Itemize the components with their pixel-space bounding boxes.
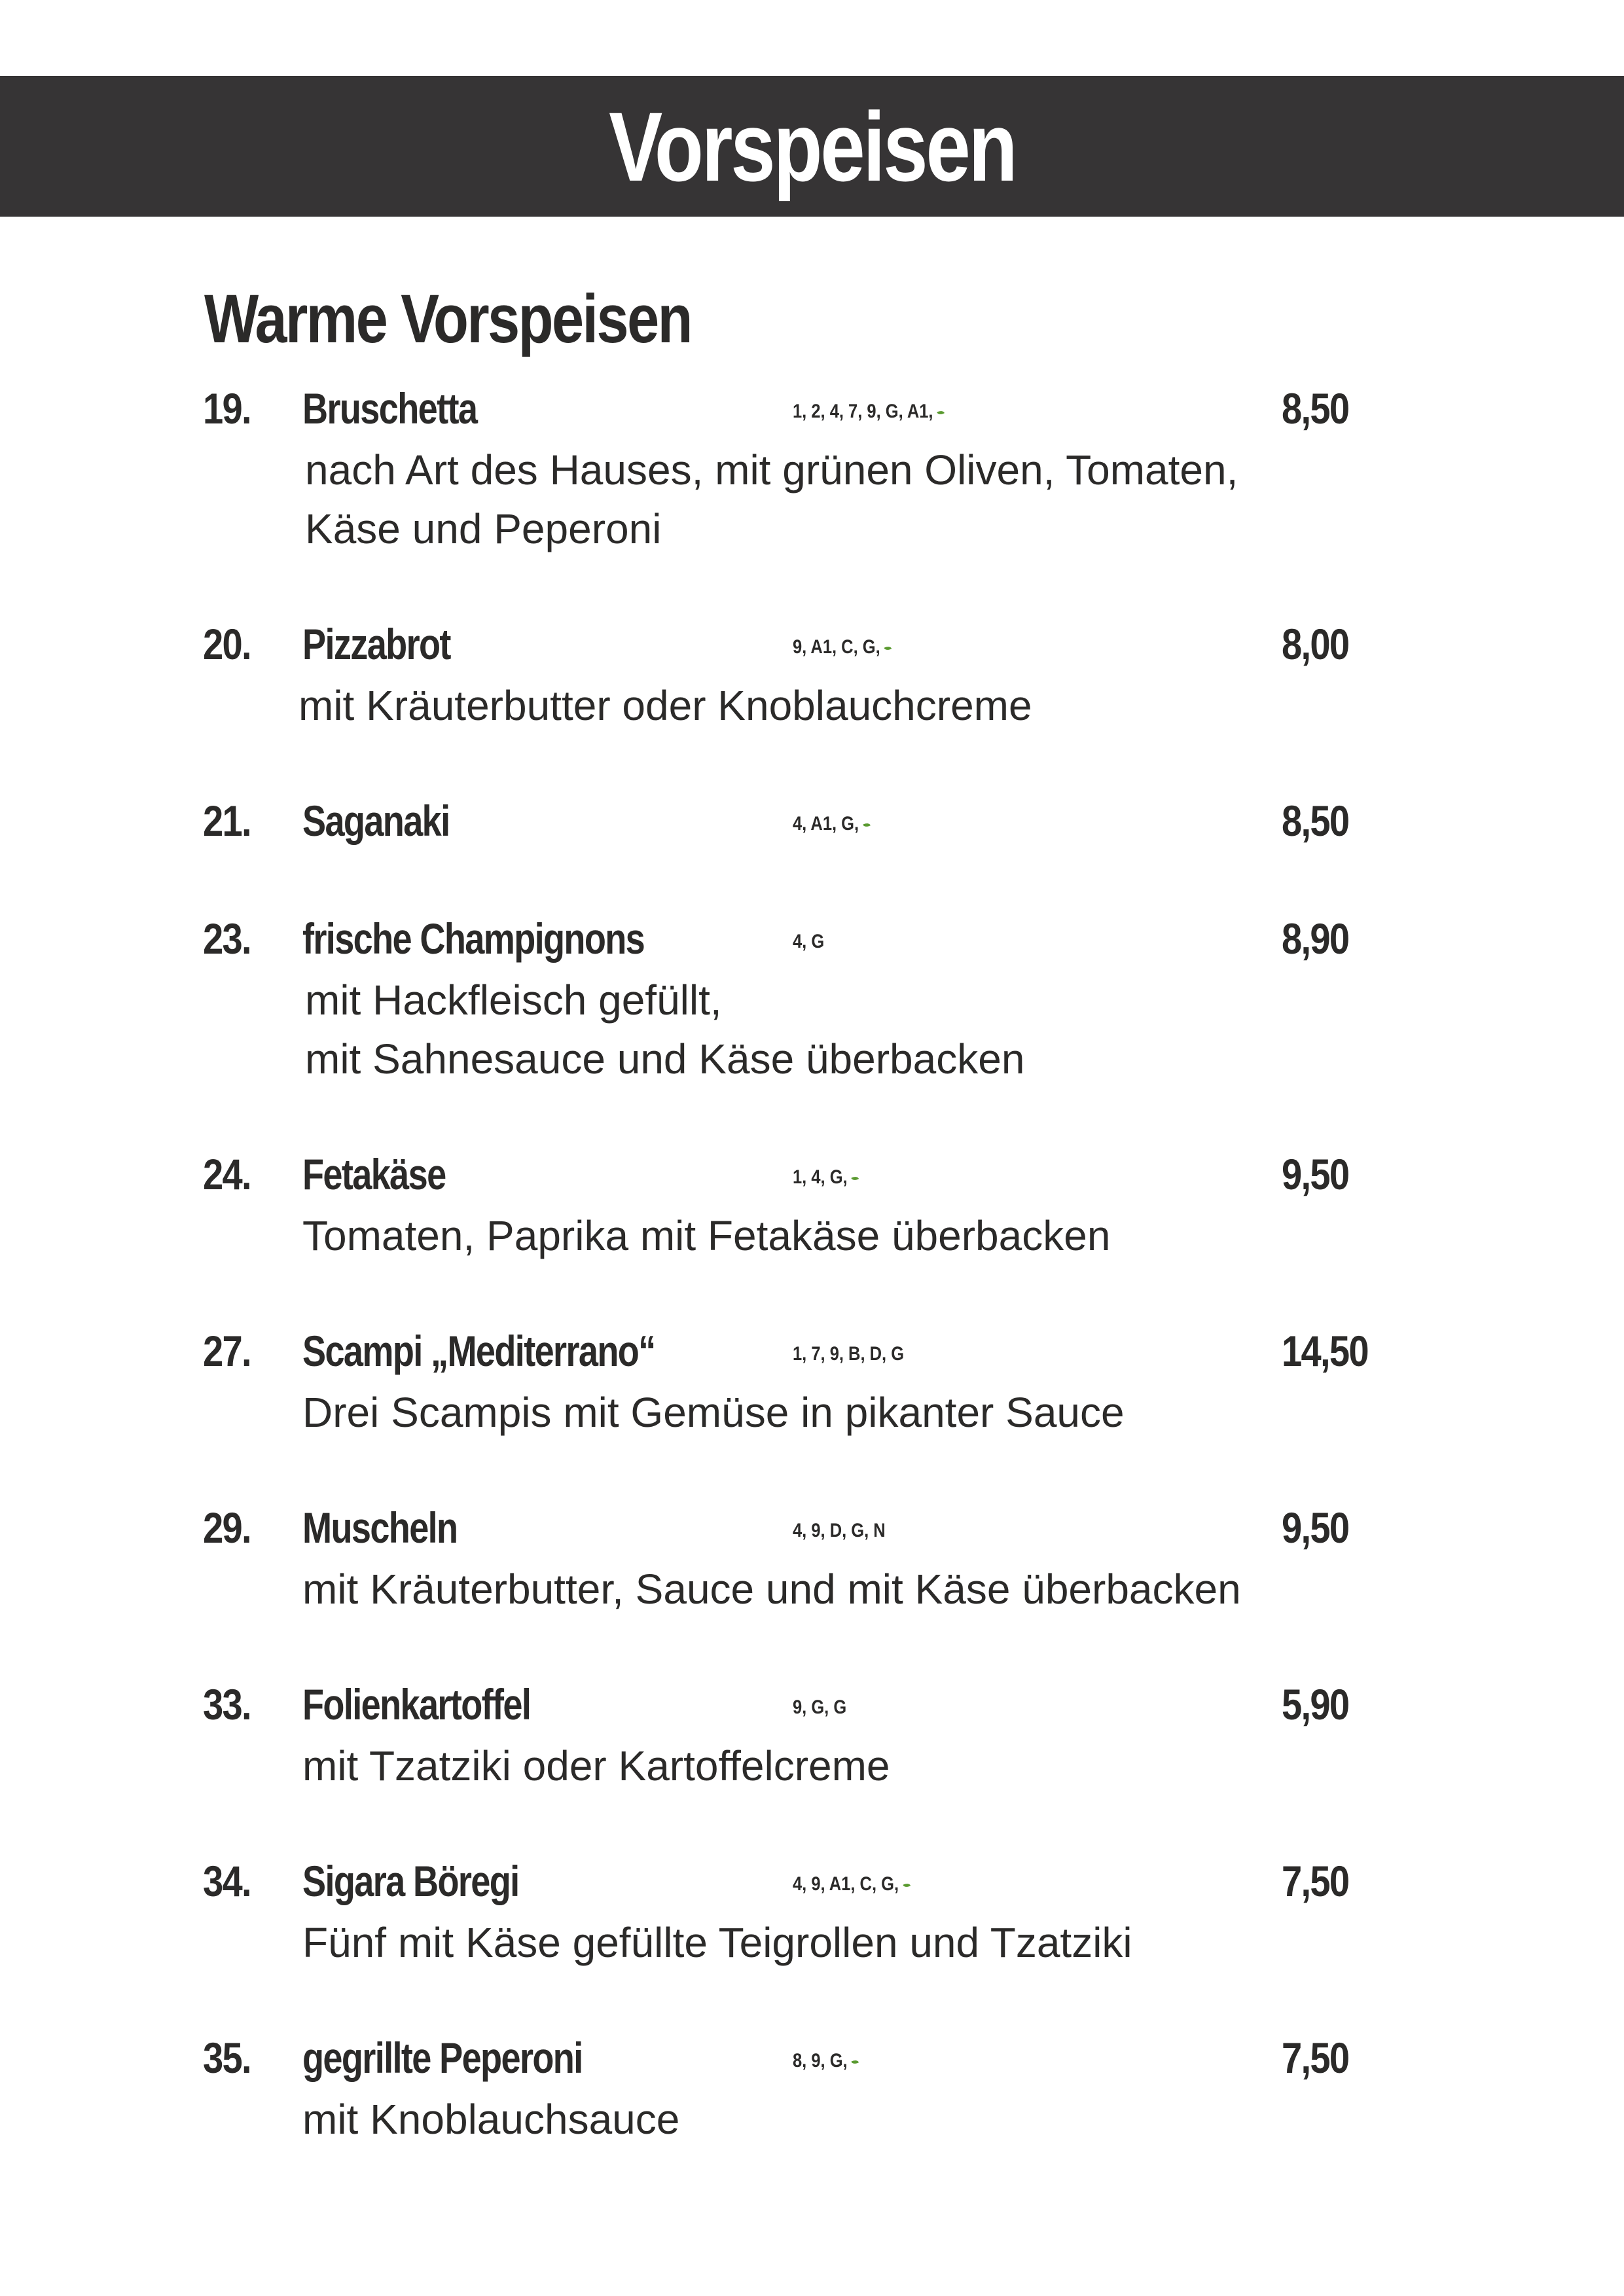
- allergen-codes: 4, A1, G,: [793, 813, 859, 834]
- item-name: Pizzabrot: [302, 620, 450, 668]
- allergen-codes: 1, 7, 9, B, D, G: [793, 1343, 905, 1365]
- allergen-codes: 4, 9, A1, C, G,: [793, 1873, 899, 1895]
- description-line: mit Hackfleisch gefüllt,: [305, 977, 722, 1024]
- item-description: [302, 1736, 890, 1795]
- item-description: [302, 1383, 1125, 1442]
- allergen-codes: 4, 9, D, G, N: [793, 1520, 886, 1541]
- item-name: Fetakäse: [302, 1150, 446, 1198]
- allergen-codes: 9, G, G: [793, 1696, 847, 1718]
- item-price: 8,90: [1282, 914, 1349, 963]
- allergen-codes: 1, 4, G,: [793, 1166, 848, 1188]
- item-allergens: [793, 812, 870, 836]
- item-description: [302, 1560, 1241, 1619]
- item-description: [302, 1913, 1132, 1972]
- item-description: [298, 676, 1032, 735]
- page-title: Vorspeisen: [608, 91, 1016, 202]
- item-name: Scampi „Mediterrano“: [302, 1327, 655, 1375]
- vegetarian-leaf-icon: [852, 1174, 859, 1181]
- description-line: Fünf mit Käse gefüllte Teigrollen und Tzatziki: [302, 1919, 1132, 1966]
- description-line: mit Sahnesauce und Käse überbacken: [305, 1035, 1025, 1083]
- item-name: Folienkartoffel: [302, 1680, 531, 1729]
- allergen-codes: 8, 9, G,: [793, 2050, 848, 2072]
- item-number: 23.: [203, 914, 251, 963]
- item-number: 29.: [203, 1503, 251, 1552]
- item-number: 24.: [203, 1150, 251, 1198]
- description-line: mit Kräuterbutter, Sauce und mit Käse überbacken: [302, 1566, 1241, 1613]
- item-allergens: [793, 400, 945, 423]
- item-number: 33.: [203, 1680, 251, 1729]
- description-line: mit Knoblauchsauce: [302, 2096, 680, 2143]
- item-number: 19.: [203, 384, 251, 433]
- item-allergens: [793, 1519, 886, 1543]
- item-number: 35.: [203, 2034, 251, 2082]
- item-number: 20.: [203, 620, 251, 668]
- item-price: 7,50: [1282, 2034, 1349, 2082]
- description-line: Tomaten, Paprika mit Fetakäse überbacken: [302, 1212, 1111, 1259]
- item-name: gegrillte Peperoni: [302, 2034, 583, 2082]
- vegetarian-leaf-icon: [884, 644, 892, 651]
- item-price: 8,50: [1282, 797, 1349, 845]
- item-allergens: [793, 1696, 846, 1719]
- item-price: 14,50: [1282, 1327, 1368, 1375]
- item-description: [305, 440, 1238, 558]
- vegetarian-leaf-icon: [937, 408, 945, 416]
- item-price: 9,50: [1282, 1503, 1349, 1552]
- item-allergens: [793, 930, 824, 954]
- allergen-codes: 1, 2, 4, 7, 9, G, A1,: [793, 401, 933, 422]
- item-description: [302, 1206, 1110, 1265]
- item-price: 5,90: [1282, 1680, 1349, 1729]
- item-number: 21.: [203, 797, 251, 845]
- description-line: Drei Scampis mit Gemüse in pikanter Sauce: [302, 1389, 1125, 1436]
- item-name: Saganaki: [302, 797, 450, 845]
- item-price: 8,50: [1282, 384, 1349, 433]
- item-allergens: [793, 1873, 910, 1896]
- vegetarian-leaf-icon: [852, 2058, 859, 2065]
- allergen-codes: 9, A1, C, G,: [793, 636, 880, 658]
- item-name: Bruschetta: [302, 384, 477, 433]
- item-price: 8,00: [1282, 620, 1349, 668]
- description-line: mit Kräuterbutter oder Knoblauchcreme: [298, 682, 1032, 729]
- description-line: Käse und Peperoni: [305, 505, 662, 552]
- item-price: 7,50: [1282, 1857, 1349, 1905]
- item-allergens: [793, 636, 892, 659]
- description-line: nach Art des Hauses, mit grünen Oliven, Tomaten,: [305, 446, 1238, 493]
- section-title: Warme Vorspeisen: [204, 281, 691, 357]
- item-description: [302, 2090, 679, 2149]
- vegetarian-leaf-icon: [903, 1881, 911, 1888]
- item-allergens: [793, 1166, 859, 1189]
- item-name: Sigara Böregi: [302, 1857, 519, 1905]
- item-allergens: [793, 1342, 904, 1366]
- allergen-codes: 4, G: [793, 931, 825, 952]
- item-allergens: [793, 2049, 859, 2073]
- header-band: [0, 76, 1624, 217]
- item-name: frische Champignons: [302, 914, 645, 963]
- item-description: [305, 971, 1024, 1088]
- vegetarian-leaf-icon: [863, 821, 871, 828]
- item-number: 34.: [203, 1857, 251, 1905]
- description-line: mit Tzatziki oder Kartoffelcreme: [302, 1742, 890, 1789]
- item-name: Muscheln: [302, 1503, 458, 1552]
- item-number: 27.: [203, 1327, 251, 1375]
- item-price: 9,50: [1282, 1150, 1349, 1198]
